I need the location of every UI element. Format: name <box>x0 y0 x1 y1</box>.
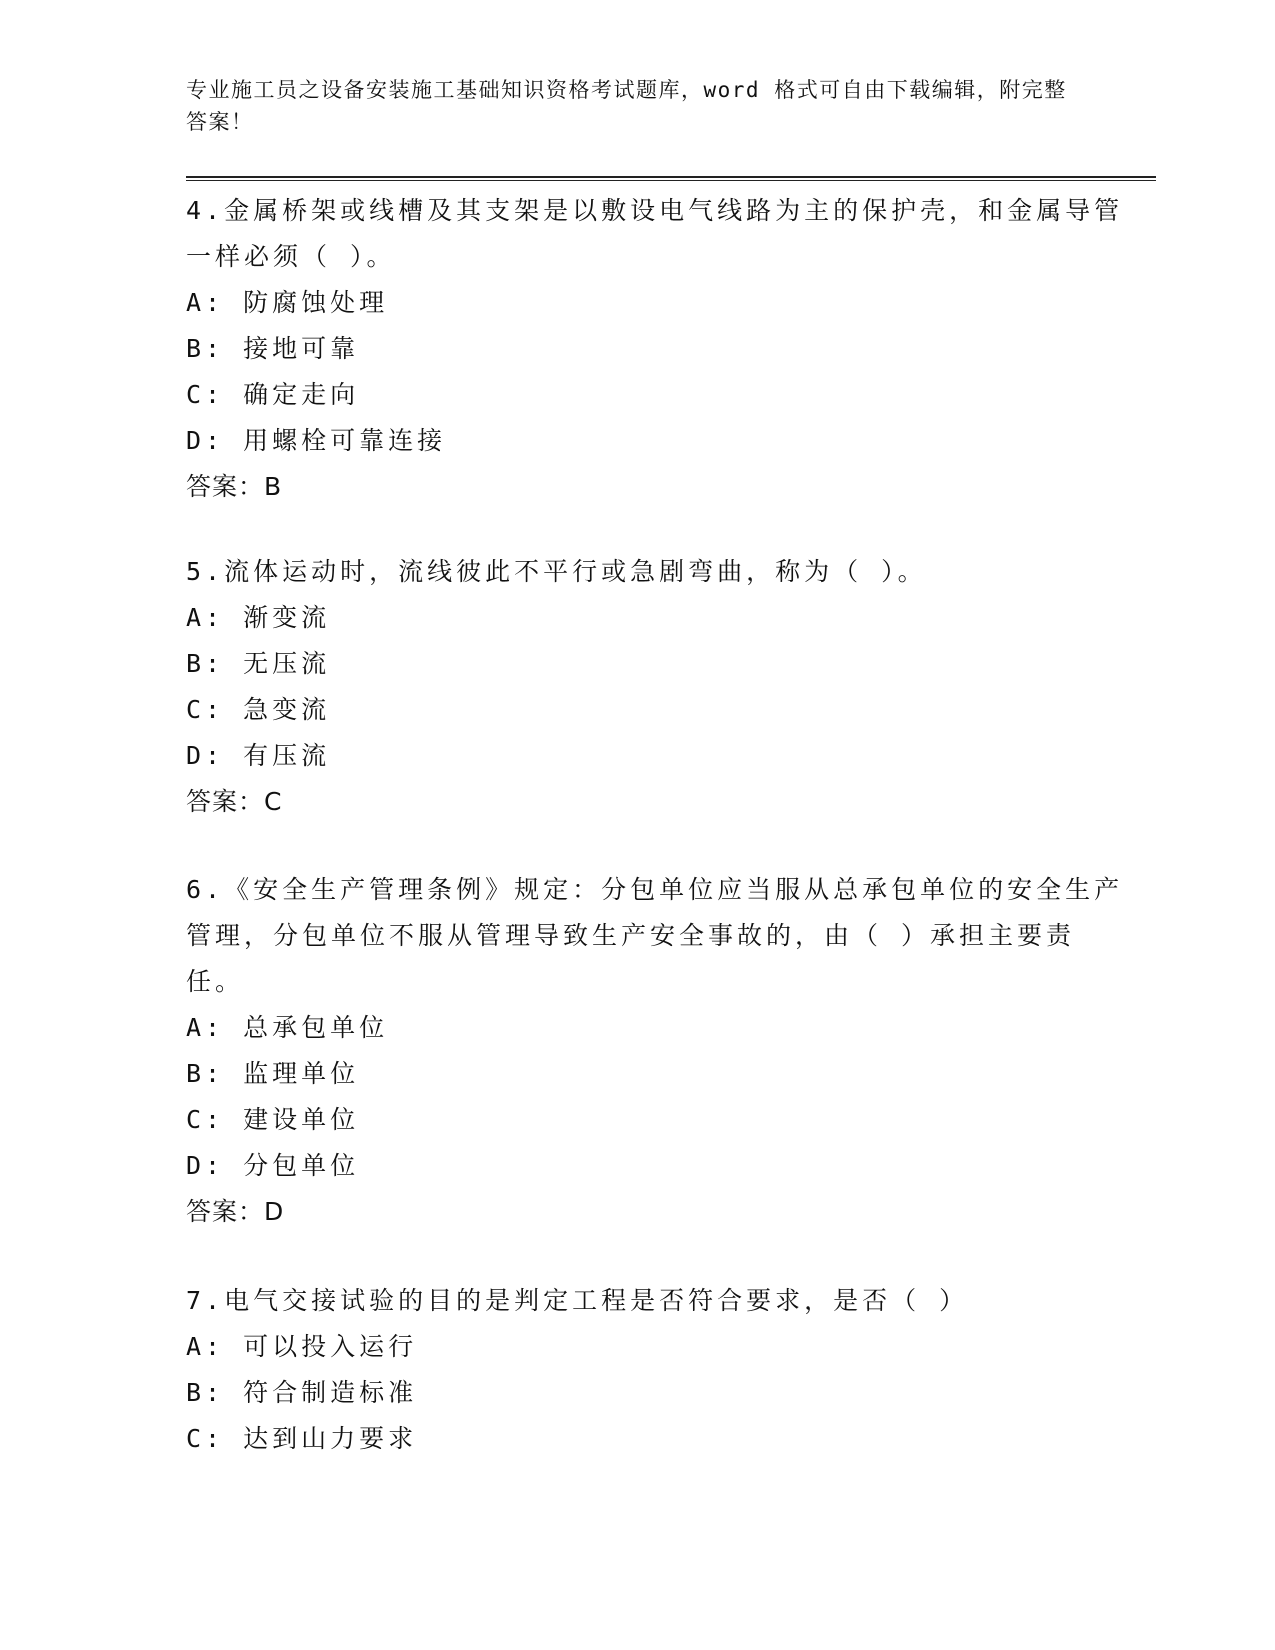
option-b: B: 接地可靠 <box>186 334 360 363</box>
document-header: 专业施工员之设备安装施工基础知识资格考试题库，word 格式可自由下载编辑，附完整答案！ <box>186 78 1067 134</box>
option-b: B: 监理单位 <box>186 1059 360 1088</box>
question-text: 7.电气交接试验的目的是判定工程是否符合要求，是否（ ） <box>186 1286 969 1315</box>
option-b: B: 符合制造标准 <box>186 1378 418 1407</box>
question-7 <box>186 1278 1126 1462</box>
question-6 <box>186 867 1126 1235</box>
option-c: C: 建设单位 <box>186 1105 360 1134</box>
option-b: B: 无压流 <box>186 649 331 678</box>
option-d: D: 有压流 <box>186 741 331 770</box>
question-5 <box>186 549 1126 825</box>
header-divider <box>186 176 1156 181</box>
option-d: D: 用螺栓可靠连接 <box>186 426 447 455</box>
option-c: C: 确定走向 <box>186 380 360 409</box>
question-text: 6.《安全生产管理条例》规定：分包单位应当服从总承包单位的安全生产管理，分包单位不服从管理导致生产安全事故的，由（ ）承担主要责任。 <box>186 875 1124 996</box>
question-text: 5.流体运动时，流线彼此不平行或急剧弯曲，称为（ ）。 <box>186 557 927 586</box>
question-text: 4.金属桥架或线槽及其支架是以敷设电气线路为主的保护壳，和金属导管一样必须（ ）。 <box>186 196 1124 271</box>
option-a: A: 渐变流 <box>186 603 331 632</box>
question-4 <box>186 188 1126 510</box>
option-c: C: 达到山力要求 <box>186 1424 418 1453</box>
answer-line: 答案：C <box>186 787 283 816</box>
option-d: D: 分包单位 <box>186 1151 360 1180</box>
option-a: A: 防腐蚀处理 <box>186 288 389 317</box>
answer-line: 答案：B <box>186 472 283 501</box>
option-a: A: 可以投入运行 <box>186 1332 418 1361</box>
answer-line: 答案：D <box>186 1197 285 1226</box>
option-c: C: 急变流 <box>186 695 331 724</box>
option-a: A: 总承包单位 <box>186 1013 389 1042</box>
